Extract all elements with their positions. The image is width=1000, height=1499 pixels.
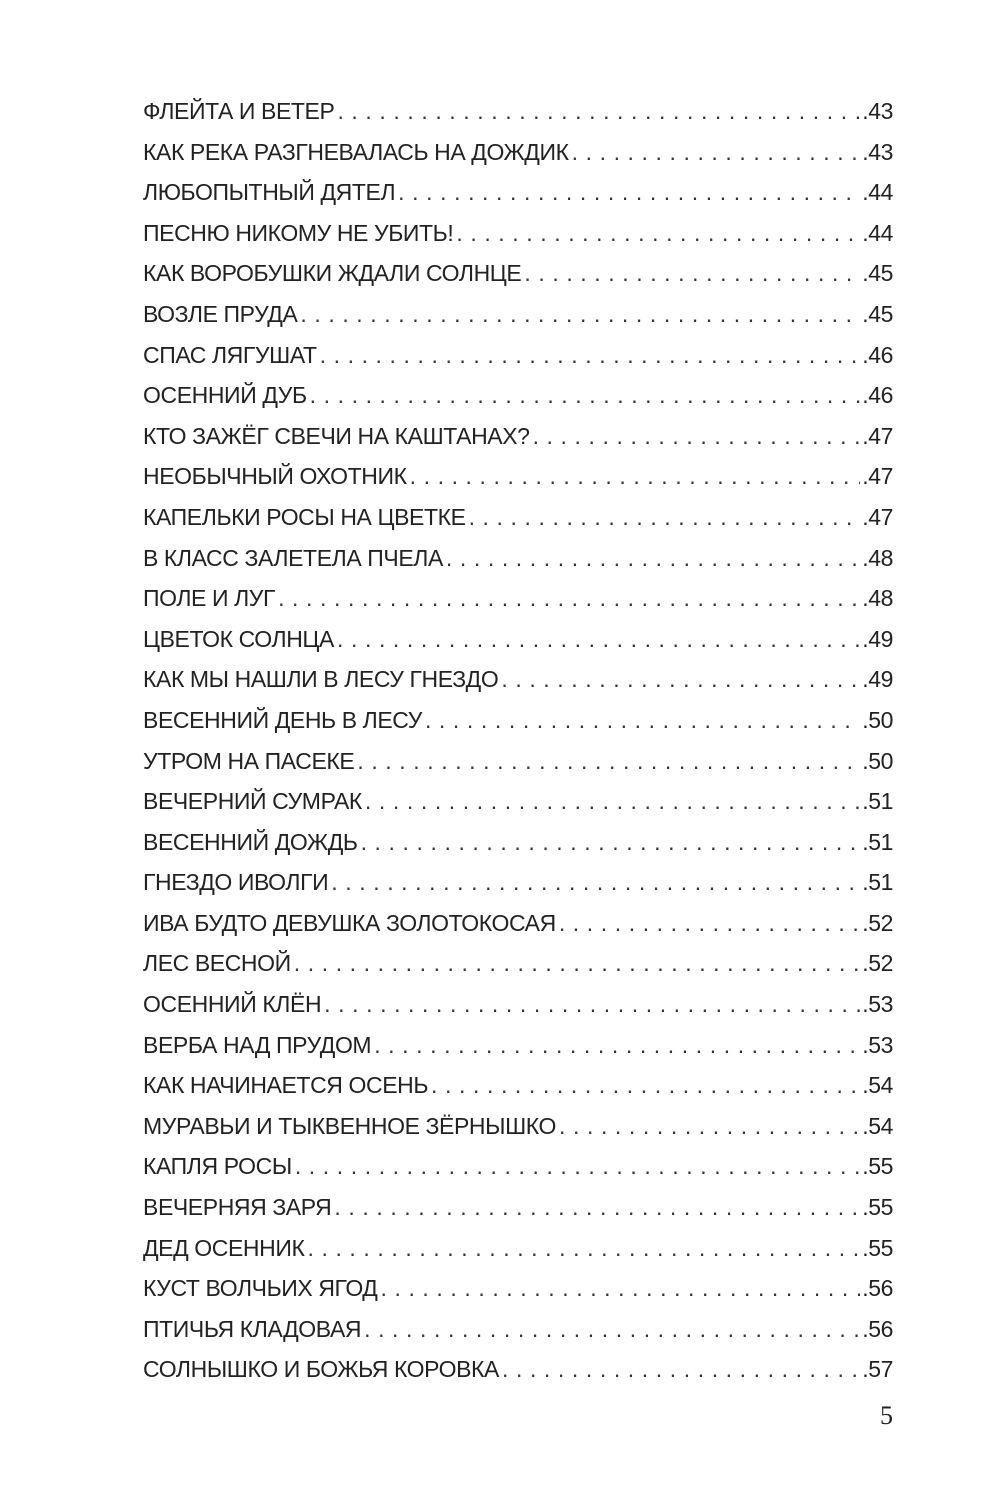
toc-entry-page: .55 (862, 1153, 893, 1180)
toc-entry (143, 666, 893, 707)
toc-entry (143, 991, 893, 1032)
toc-entry (143, 220, 893, 261)
toc-entry (143, 1235, 893, 1276)
toc-entry-page: .54 (862, 1112, 893, 1139)
toc-dot-leader (304, 1235, 860, 1262)
toc-entry-page: .52 (862, 909, 893, 936)
toc-dot-leader (521, 260, 860, 287)
toc-entry-title: ВЕРБА НАД ПРУДОМ (143, 1031, 372, 1058)
toc-entry-title: КАК ВОРОБУШКИ ЖДАЛИ СОЛНЦЕ (143, 260, 522, 287)
toc-entry-title: ПЕСНЮ НИКОМУ НЕ УБИТЬ! (143, 219, 454, 246)
toc-entry-title: КАК РЕКА РАЗГНЕВАЛАСЬ НА ДОЖДИК (143, 138, 569, 165)
toc-entry-title: ПОЛЕ И ЛУГ (143, 585, 276, 612)
toc-entry-page: .55 (862, 1234, 893, 1261)
toc-entry-page: .45 (862, 300, 893, 327)
toc-entry-page: .44 (862, 179, 893, 206)
toc-dot-leader (292, 1153, 860, 1180)
toc-entry-page: .49 (862, 666, 893, 693)
toc-entry-page: .53 (862, 991, 893, 1018)
toc-dot-leader (556, 910, 860, 937)
toc-entry (143, 869, 893, 910)
toc-dot-leader (307, 382, 861, 409)
toc-dot-leader (291, 950, 860, 977)
toc-entry-page: .50 (862, 706, 893, 733)
toc-dot-leader (466, 504, 861, 531)
toc-entry (143, 1275, 893, 1316)
toc-entry-page: .57 (862, 1356, 893, 1383)
toc-dot-leader (334, 626, 860, 653)
toc-entry (143, 504, 893, 545)
toc-entry-page: .50 (862, 747, 893, 774)
toc-dot-leader (453, 220, 860, 247)
toc-entry-title: ИВА БУДТО ДЕВУШКА ЗОЛОТОКОСАЯ (143, 909, 556, 936)
toc-entry-title: ВЕЧЕРНИЙ СУМРАК (143, 788, 362, 815)
toc-entry-title: ЛЕС ВЕСНОЙ (143, 950, 291, 977)
toc-entry (143, 950, 893, 991)
toc-entry-title: ВЕСЕННИЙ ДОЖДЬ (143, 828, 358, 855)
toc-entry-title: ЦВЕТОК СОЛНЦА (143, 625, 334, 652)
toc-entry-title: КАПЕЛЬКИ РОСЫ НА ЦВЕТКЕ (143, 503, 466, 530)
toc-entry-page: .55 (862, 1194, 893, 1221)
toc-dot-leader (361, 1316, 860, 1343)
toc-entry-title: ГНЕЗДО ИВОЛГИ (143, 869, 329, 896)
toc-dot-leader (362, 788, 860, 815)
toc-entry (143, 382, 893, 423)
toc-entry (143, 626, 893, 667)
toc-dot-leader (275, 585, 860, 612)
toc-dot-leader (331, 1194, 860, 1221)
page-number: 5 (880, 1401, 893, 1430)
toc-entry-page: .46 (862, 382, 893, 409)
toc-dot-leader (358, 829, 861, 856)
toc-entry-page: .47 (862, 503, 893, 530)
toc-entry (143, 1316, 893, 1357)
toc-entry-title: КТО ЗАЖЁГ СВЕЧИ НА КАШТАНАХ? (143, 422, 530, 449)
toc-dot-leader (407, 463, 861, 490)
toc-entry-page: .56 (862, 1315, 893, 1342)
toc-entry-title: НЕОБЫЧНЫЙ ОХОТНИК (143, 463, 407, 490)
toc-entry-page: .43 (862, 138, 893, 165)
toc-dot-leader (334, 98, 860, 125)
toc-entry-page: .53 (862, 1031, 893, 1058)
toc-entry-page: .51 (862, 788, 893, 815)
toc-dot-leader (443, 545, 860, 572)
toc-entry-title: СОЛНЫШКО И БОЖЬЯ КОРОВКА (143, 1356, 499, 1383)
toc-entry-page: .56 (862, 1275, 893, 1302)
toc-entry (143, 463, 893, 504)
toc-entry (143, 585, 893, 626)
toc-entry-title: ОСЕННИЙ ДУБ (143, 382, 307, 409)
toc-entry (143, 423, 893, 464)
toc-dot-leader (354, 748, 860, 775)
toc-dot-leader (556, 1113, 860, 1140)
toc-dot-leader (297, 301, 860, 328)
toc-entry-title: КАК НАЧИНАЕТСЯ ОСЕНЬ (143, 1072, 429, 1099)
toc-entry-page: .47 (862, 422, 893, 449)
toc-entry-title: СПАС ЛЯГУШАТ (143, 341, 317, 368)
toc-entry-title: КАК МЫ НАШЛИ В ЛЕСУ ГНЕЗДО (143, 666, 499, 693)
toc-entry (143, 829, 893, 870)
toc-dot-leader (498, 666, 860, 693)
toc-entry-page: .44 (862, 219, 893, 246)
toc-entry-title: ФЛЕЙТА И ВЕТЕР (143, 98, 335, 124)
toc-entry (143, 98, 893, 139)
toc-entry (143, 1194, 893, 1235)
toc-entry-title: ВОЗЛЕ ПРУДА (143, 300, 298, 327)
toc-entry-title: В КЛАСС ЗАЛЕТЕЛА ПЧЕЛА (143, 544, 443, 571)
toc-dot-leader (317, 342, 861, 369)
toc-entry-title: ВЕЧЕРНЯЯ ЗАРЯ (143, 1194, 332, 1221)
toc-entry (143, 342, 893, 383)
toc-dot-leader (569, 139, 861, 166)
toc-entry-title: ОСЕННИЙ КЛЁН (143, 991, 322, 1018)
toc-entry-page: .43 (862, 98, 893, 124)
toc-entry-title: КУСТ ВОЛЧЬИХ ЯГОД (143, 1275, 378, 1302)
toc-entry (143, 1032, 893, 1073)
toc-entry (143, 748, 893, 789)
toc-entry-page: .45 (862, 260, 893, 287)
toc-entry-title: ЛЮБОПЫТНЫЙ ДЯТЕЛ (143, 179, 396, 206)
toc-entry-title: ВЕСЕННИЙ ДЕНЬ В ЛЕСУ (143, 706, 422, 733)
toc-entry-page: .51 (862, 869, 893, 896)
toc-dot-leader (422, 707, 860, 734)
table-of-contents (143, 98, 893, 1397)
toc-entry-page: .54 (862, 1072, 893, 1099)
toc-entry-page: .47 (862, 463, 893, 490)
toc-entry (143, 1153, 893, 1194)
toc-entry-title: КАПЛЯ РОСЫ (143, 1153, 292, 1180)
toc-entry-title: ДЕД ОСЕННИК (143, 1234, 305, 1261)
toc-entry (143, 179, 893, 220)
toc-entry (143, 788, 893, 829)
toc-entry-page: .49 (862, 625, 893, 652)
toc-entry (143, 260, 893, 301)
toc-entry (143, 139, 893, 180)
toc-entry-page: .48 (862, 544, 893, 571)
toc-dot-leader (499, 1356, 860, 1383)
toc-entry (143, 545, 893, 586)
toc-entry (143, 301, 893, 342)
toc-dot-leader (377, 1275, 860, 1302)
toc-dot-leader (530, 423, 861, 450)
toc-dot-leader (328, 869, 860, 896)
toc-entry-page: .51 (862, 828, 893, 855)
toc-entry-page: .46 (862, 341, 893, 368)
toc-entry-page: .48 (862, 585, 893, 612)
toc-entry-title: УТРОМ НА ПАСЕКЕ (143, 747, 355, 774)
toc-entry-title: МУРАВЬИ И ТЫКВЕННОЕ ЗЁРНЫШКО (143, 1112, 556, 1139)
toc-entry (143, 1072, 893, 1113)
toc-entry (143, 1113, 893, 1154)
toc-entry-title: ПТИЧЬЯ КЛАДОВАЯ (143, 1315, 362, 1342)
toc-entry-page: .52 (862, 950, 893, 977)
toc-entry (143, 910, 893, 951)
toc-dot-leader (428, 1072, 860, 1099)
toc-dot-leader (321, 991, 860, 1018)
toc-entry (143, 1356, 893, 1397)
toc-dot-leader (371, 1032, 860, 1059)
toc-dot-leader (395, 179, 860, 206)
toc-entry (143, 707, 893, 748)
